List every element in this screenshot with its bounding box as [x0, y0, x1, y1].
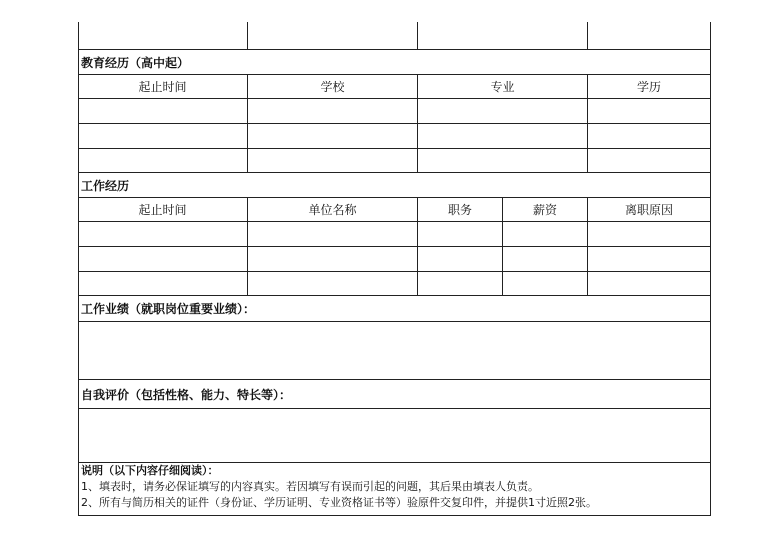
table-cell[interactable] [418, 22, 588, 50]
work-header-leave-reason: 离职原因 [588, 198, 711, 222]
work-cell[interactable] [248, 247, 418, 272]
notes-block [78, 463, 711, 516]
education-cell[interactable] [418, 124, 588, 149]
education-cell[interactable] [588, 149, 711, 173]
education-cell[interactable] [588, 124, 711, 149]
work-cell[interactable] [503, 222, 588, 247]
education-cell[interactable] [78, 149, 248, 173]
work-cell[interactable] [588, 222, 711, 247]
table-cell[interactable] [78, 22, 248, 50]
notes-title: 说明（以下内容仔细阅读）： [81, 464, 219, 477]
education-cell[interactable] [248, 124, 418, 149]
table-cell[interactable] [248, 22, 418, 50]
education-cell[interactable] [588, 99, 711, 124]
achievements-title: 工作业绩（就职岗位重要业绩）： [78, 296, 711, 322]
education-cell[interactable] [78, 99, 248, 124]
work-section-title: 工作经历 [78, 173, 711, 198]
self-evaluation-title: 自我评价（包括性格、能力、特长等）： [78, 380, 711, 409]
education-header-major: 专业 [418, 75, 588, 99]
notes-line-2: 2、所有与简历相关的证件（身份证、学历证明、专业资格证书等）验原件交复印件，并提供1寸近照2张。 [81, 496, 597, 509]
table-cell[interactable] [588, 22, 711, 50]
education-cell[interactable] [418, 149, 588, 173]
notes-line-1: 1、填表时，请务必保证填写的内容真实。若因填写有误而引起的问题，其后果由填表人负责。 [81, 480, 539, 493]
education-cell[interactable] [248, 99, 418, 124]
work-cell[interactable] [503, 272, 588, 296]
work-cell[interactable] [248, 272, 418, 296]
work-cell[interactable] [78, 272, 248, 296]
education-cell[interactable] [418, 99, 588, 124]
work-header-period: 起止时间 [78, 198, 248, 222]
work-header-position: 职务 [418, 198, 503, 222]
work-cell[interactable] [418, 222, 503, 247]
education-header-period: 起止时间 [78, 75, 248, 99]
education-cell[interactable] [248, 149, 418, 173]
work-cell[interactable] [418, 247, 503, 272]
education-section-title: 教育经历（高中起） [78, 50, 711, 75]
work-cell[interactable] [248, 222, 418, 247]
work-cell[interactable] [78, 222, 248, 247]
work-header-salary: 薪资 [503, 198, 588, 222]
work-header-company: 单位名称 [248, 198, 418, 222]
achievements-field[interactable] [78, 322, 711, 380]
work-cell[interactable] [588, 247, 711, 272]
self-evaluation-field[interactable] [78, 409, 711, 463]
work-cell[interactable] [418, 272, 503, 296]
education-header-degree: 学历 [588, 75, 711, 99]
work-cell[interactable] [503, 247, 588, 272]
education-header-school: 学校 [248, 75, 418, 99]
education-cell[interactable] [78, 124, 248, 149]
work-cell[interactable] [78, 247, 248, 272]
work-cell[interactable] [588, 272, 711, 296]
